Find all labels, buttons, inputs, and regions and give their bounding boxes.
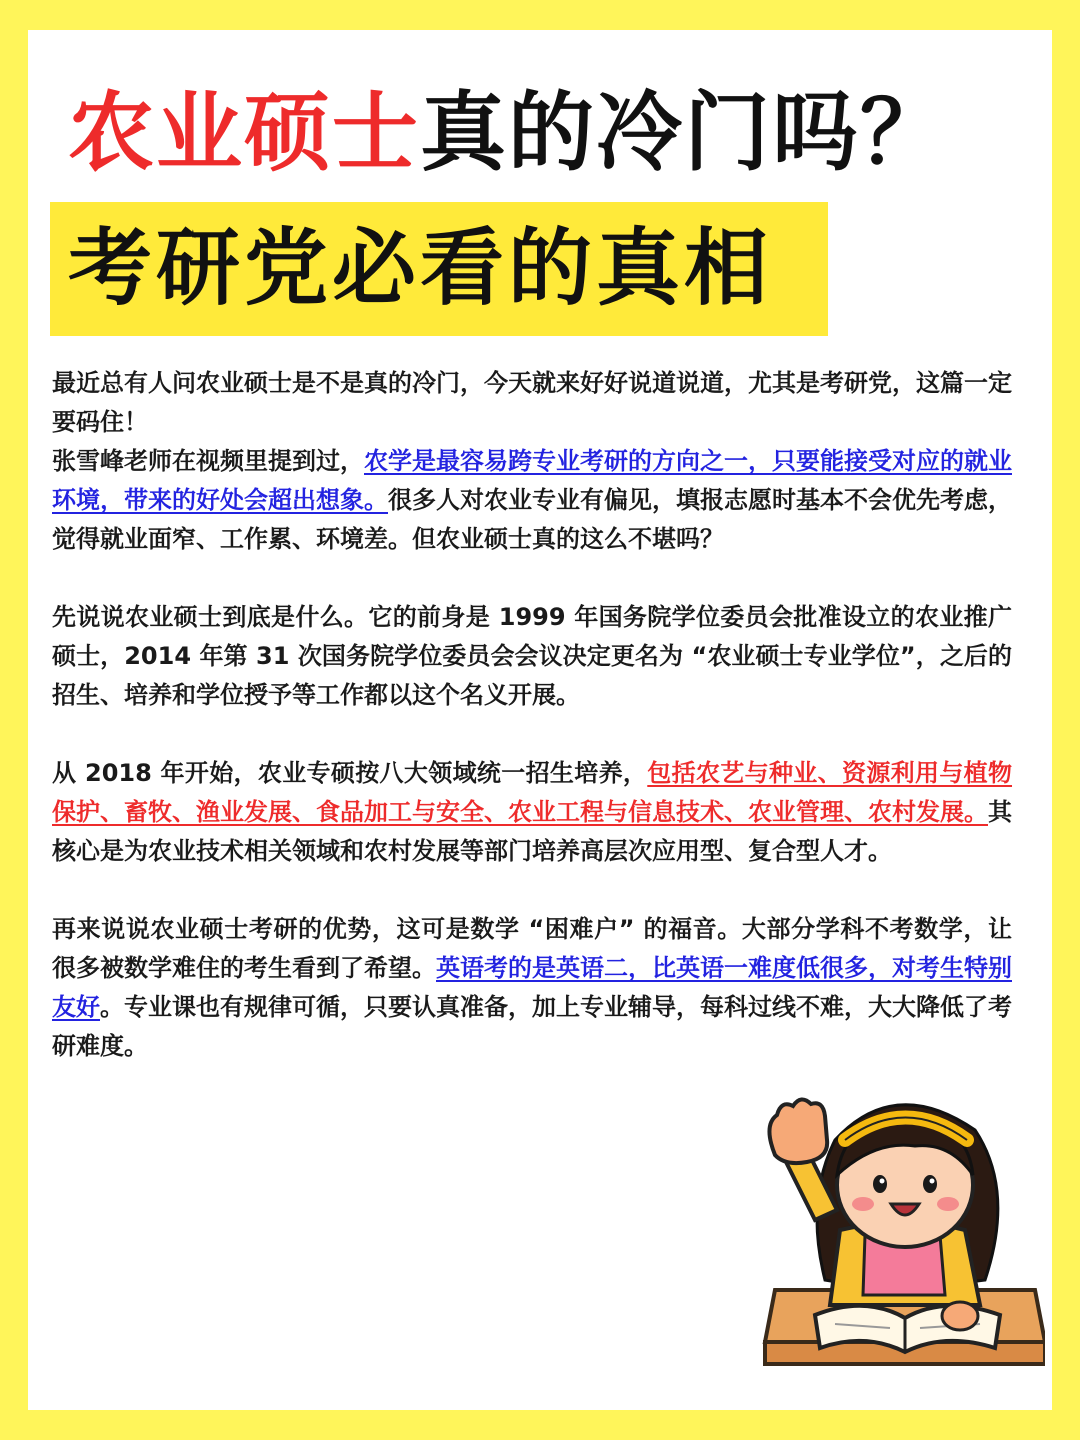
- subtitle: 考研党必看的真相: [68, 219, 773, 317]
- headline: [68, 83, 948, 183]
- p3-highlight: 包括农艺与种业、资源利用与植物保护、畜牧、渔业发展、食品加工与安全、农业工程与信息技术、农业管理、农村发展。: [52, 759, 1013, 826]
- article-body: [52, 364, 1012, 1105]
- headline-black: 真的冷门吗？: [420, 83, 948, 183]
- paragraph-4: [52, 910, 1012, 1066]
- paragraph-2: 先说说农业硕士到底是什么。它的前身是 1999 年国务院学位委员会批准设立的农业推广硕士，2014 年第 31 次国务院学位委员会会议决定更名为 “农业硕士专业学位”，之后的招生、培养和学位授予等工作都以这个名义开展。: [52, 603, 1012, 709]
- p4-rest: 。专业课也有规律可循，只要认真准备，加上专业辅导，每科过线不难，大大降低了考研难度。: [52, 993, 1012, 1060]
- p3-rest: 其核心是为农业技术相关领域和农村发展等部门培养高层次应用型、复合型人才。: [52, 798, 1012, 865]
- p1-intro: 最近总有人问农业硕士是不是真的冷门，今天就来好好说道说道，尤其是考研党，这篇一定要码住！: [52, 369, 1012, 436]
- paragraph-1: [52, 364, 1012, 559]
- p1-rest: 很多人对农业专业有偏见，填报志愿时基本不会优先考虑，觉得就业面窄、工作累、环境差。但农业硕士真的这么不堪吗？: [52, 486, 1012, 553]
- p1-lead: 张雪峰老师在视频里提到过，: [52, 447, 364, 475]
- girl-reading-book-illustration: [745, 1080, 1045, 1380]
- paragraph-3: [52, 754, 1012, 871]
- p4-lead: 再来说说农业硕士考研的优势，这可是数学 “困难户” 的福音。大部分学科不考数学，让很多被数学难住的考生看到了希望。: [52, 915, 1012, 982]
- p1-highlight: 农学是最容易跨专业考研的方向之一，只要能接受对应的就业环境，带来的好处会超出想象。: [52, 447, 1012, 514]
- p4-highlight: 英语考的是英语二，比英语一难度低很多，对考生特别友好: [52, 954, 1012, 1021]
- headline-red: 农业硕士: [68, 83, 420, 183]
- p3-lead: 从 2018 年开始，农业专硕按八大领域统一招生培养，: [52, 759, 648, 787]
